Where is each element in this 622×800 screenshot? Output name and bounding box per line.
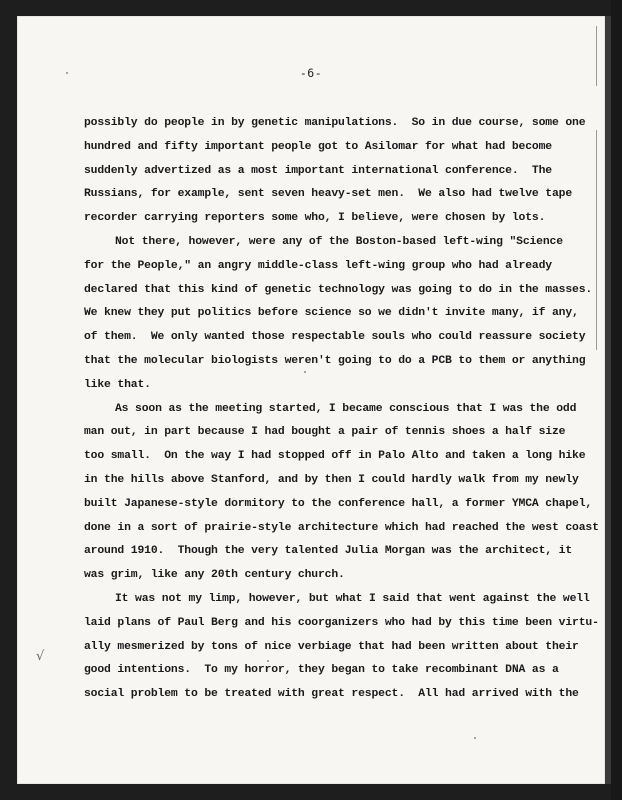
text-line: built Japanese-style dormitory to the conference hall, a former YMCA chapel, [84, 497, 593, 510]
document-page [17, 16, 605, 784]
text-line: around 1910. Though the very talented Julia Morgan was the architect, it [84, 545, 573, 558]
scan-edge-line [596, 26, 597, 86]
text-line: of them. We only wanted those respectable souls who could reassure society [84, 331, 586, 344]
text-line: ally mesmerized by tons of nice verbiage that had been written about their [84, 640, 579, 653]
text-line: suddenly advertized as a most important international conference. The [84, 164, 552, 177]
text-line: too small. On the way I had stopped off in Palo Alto and taken a long hike [84, 450, 586, 463]
text-line: that the molecular biologists weren't going to do a PCB to them or anything [84, 354, 586, 367]
scan-edge-line [596, 130, 597, 350]
text-line: declared that this kind of genetic technology was going to do in the masses. [84, 283, 593, 296]
text-line: Russians, for example, sent seven heavy-set men. We also had twelve tape [84, 188, 573, 201]
text-line: like that. [84, 378, 151, 391]
text-line: It was not my limp, however, but what I said that went against the well [115, 592, 590, 605]
text-line: done in a sort of prairie-style architecture which had reached the west coast [84, 521, 599, 534]
page-number: -6- [299, 66, 323, 80]
text-line: good intentions. To my horror, they began to take recombinant DNA as a [84, 664, 559, 677]
text-line: possibly do people in by genetic manipulations. So in due course, some one [84, 117, 586, 129]
scan-speck [66, 72, 68, 74]
text-line: laid plans of Paul Berg and his coorganizers who had by this time been virtu- [84, 616, 599, 629]
text-line: for the People," an angry middle-class left-wing group who had already [84, 259, 552, 272]
text-line: in the hills above Stanford, and by then I could hardly walk from my newly [84, 473, 579, 486]
text-line: social problem to be treated with great respect. All had arrived with the [84, 688, 579, 701]
text-line: As soon as the meeting started, I became conscious that I was the odd [115, 402, 577, 415]
text-line: was grim, like any 20th century church. [84, 569, 345, 582]
checkmark-icon: √ [36, 649, 45, 664]
scan-speck [304, 371, 306, 373]
text-line: hundred and fifty important people got to Asilomar for what had become [84, 140, 552, 153]
scan-speck [267, 660, 269, 662]
text-line: We knew they put politics before science so we didn't invite many, if any, [84, 307, 579, 320]
body-text [84, 112, 599, 707]
text-line: Not there, however, were any of the Boston-based left-wing "Science [115, 235, 563, 248]
scan-speck [474, 737, 476, 739]
text-line: man out, in part because I had bought a pair of tennis shoes a half size [84, 426, 566, 439]
text-line: recorder carrying reporters some who, I believe, were chosen by lots. [84, 212, 546, 225]
scan-border [611, 0, 622, 800]
